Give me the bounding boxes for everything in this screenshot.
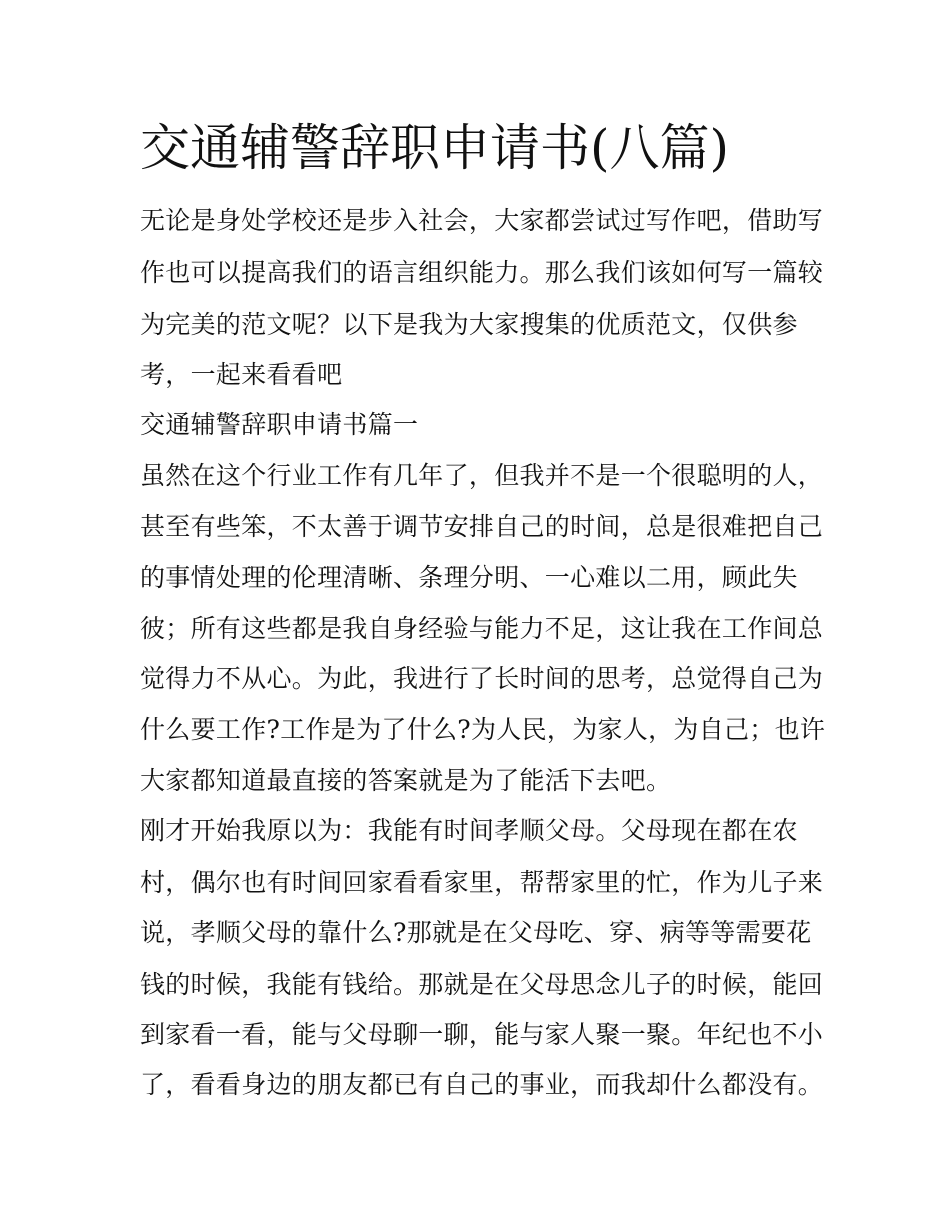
intro-line: 作也可以提高我们的语言组织能力。那么我们该如何写一篇较	[140, 258, 824, 287]
body-line: 刚才开始我原以为：我能有时间孝顺父母。父母现在都在农	[140, 816, 798, 845]
body-line: 甚至有些笨，不太善于调节安排自己的时间，总是很难把自己	[140, 512, 824, 541]
section-heading: 交通辅警辞职申请书篇一	[140, 410, 419, 439]
intro-line: 考，一起来看看吧	[140, 360, 343, 389]
body-line: 大家都知道最直接的答案就是为了能活下去吧。	[140, 766, 672, 795]
intro-line: 无论是身处学校还是步入社会，大家都尝试过写作吧，借助写	[140, 206, 824, 235]
body-line: 的事情处理的伦理清晰、条理分明、一心难以二用，顾此失	[140, 563, 798, 592]
intro-line: 为完美的范文呢？以下是我为大家搜集的优质范文，仅供参	[140, 310, 798, 339]
body-line: 钱的时候，我能有钱给。那就是在父母思念儿子的时候，能回	[140, 970, 824, 999]
body-line: 到家看一看，能与父母聊一聊，能与家人聚一聚。年纪也不小	[140, 1020, 824, 1049]
body-line: 什么要工作?工作是为了什么?为人民，为家人，为自己；也许	[140, 715, 826, 744]
body-line: 虽然在这个行业工作有几年了，但我并不是一个很聪明的人，	[140, 461, 824, 490]
body-line: 了，看看身边的朋友都已有自己的事业，而我却什么都没有。	[140, 1070, 824, 1099]
body-line: 觉得力不从心。为此，我进行了长时间的思考，总觉得自己为	[140, 664, 824, 693]
body-line: 村，偶尔也有时间回家看看家里，帮帮家里的忙，作为儿子来	[140, 868, 824, 897]
document-title: 交通辅警辞职申请书(八篇)	[140, 119, 730, 177]
body-line: 说，孝顺父母的靠什么?那就是在父母吃、穿、病等等需要花	[140, 918, 812, 947]
body-line: 彼；所有这些都是我自身经验与能力不足，这让我在工作间总	[140, 614, 824, 643]
